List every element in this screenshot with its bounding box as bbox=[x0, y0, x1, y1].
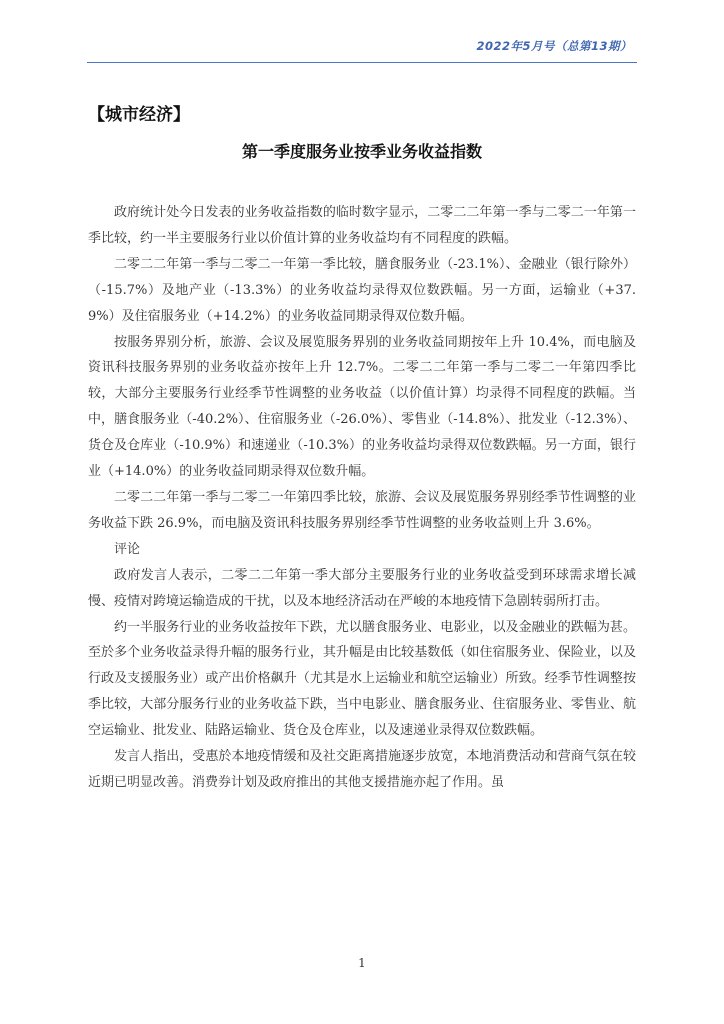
paragraph: 约一半服务行业的业务收益按年下跌，尤以膳食服务业、电影业，以及金融业的跌幅为甚。至於多个业务收益录得升幅的服务行业，其升幅是由比较基数低（如住宿服务业、保险业，以及行政及支援服务业）或产出价格飙升（尤其是水上运输业和航空运输业）所致。经季节性调整按季比较，大部分服务行业的业务收益下跌，当中电影业、膳食服务业、住宿服务业、零售业、航空运输业、批发业、陆路运输业、货仓及仓库业，以及速递业录得双位数跌幅。 bbox=[88, 619, 636, 739]
paragraph: 政府发言人表示，二零二二年第一季大部分主要服务行业的业务收益受到环球需求增长减慢、疫情对跨境运输造成的干扰，以及本地经济活动在严峻的本地疫情下急剧转弱所打击。 bbox=[88, 567, 636, 609]
page-number: 1 bbox=[358, 956, 366, 970]
issue-header: 2022年5月号（总第13期） bbox=[476, 39, 632, 53]
section-title: 【城市经济】 bbox=[88, 105, 190, 125]
paragraph: 二零二二年第一季与二零二一年第一季比较，膳食服务业（-23.1%）、金融业（银行除外）（-15.7%）及地产业（-13.3%）的业务收益均录得双位数跌幅。另一方面，运输业（+37.9%）及住宿服务业（+14.2%）的业务收益同期录得双位数升幅。 bbox=[88, 256, 636, 324]
paragraph: 政府统计处今日发表的业务收益指数的临时数字显示，二零二二年第一季与二零二一年第一季比较，约一半主要服务行业以价值计算的业务收益均有不同程度的跌幅。 bbox=[88, 205, 636, 246]
article-title: 第一季度服务业按季业务收益指数 bbox=[241, 142, 482, 161]
article-body bbox=[88, 200, 636, 796]
paragraph-heading: 评论 bbox=[114, 541, 141, 557]
paragraph: 按服务界别分析，旅游、会议及展览服务界别的业务收益同期按年上升 10.4%，而电脑及资讯科技服务界别的业务收益亦按年上升 12.7%。二零二二年第一季与二零二一年第四季比较，大部分主要服务行业经季节性调整的业务收益（以价值计算）均录得不同程度的跌幅。当中，膳食服务业（-40.2%）、住宿服务业（-26.0%）、零售业（-14.8%）、批发业（-12.3%）、货仓及仓库业（-10.9%）和速递业（-10.3%）的业务收益均录得双位数跌幅。另一方面，银行业（+14.0%）的业务收益同期录得双位数升幅。 bbox=[88, 334, 636, 480]
header-rule bbox=[87, 62, 637, 63]
paragraph: 二零二二年第一季与二零二一年第四季比较，旅游、会议及展览服务界别经季节性调整的业务收益下跌 26.9%，而电脑及资讯科技服务界别经季节性调整的业务收益则上升 3.6%。 bbox=[88, 489, 636, 531]
paragraph: 发言人指出，受惠於本地疫情缓和及社交距离措施逐步放宽，本地消费活动和营商气氛在较近期已明显改善。消费券计划及政府推出的其他支援措施亦起了作用。虽 bbox=[88, 749, 636, 790]
